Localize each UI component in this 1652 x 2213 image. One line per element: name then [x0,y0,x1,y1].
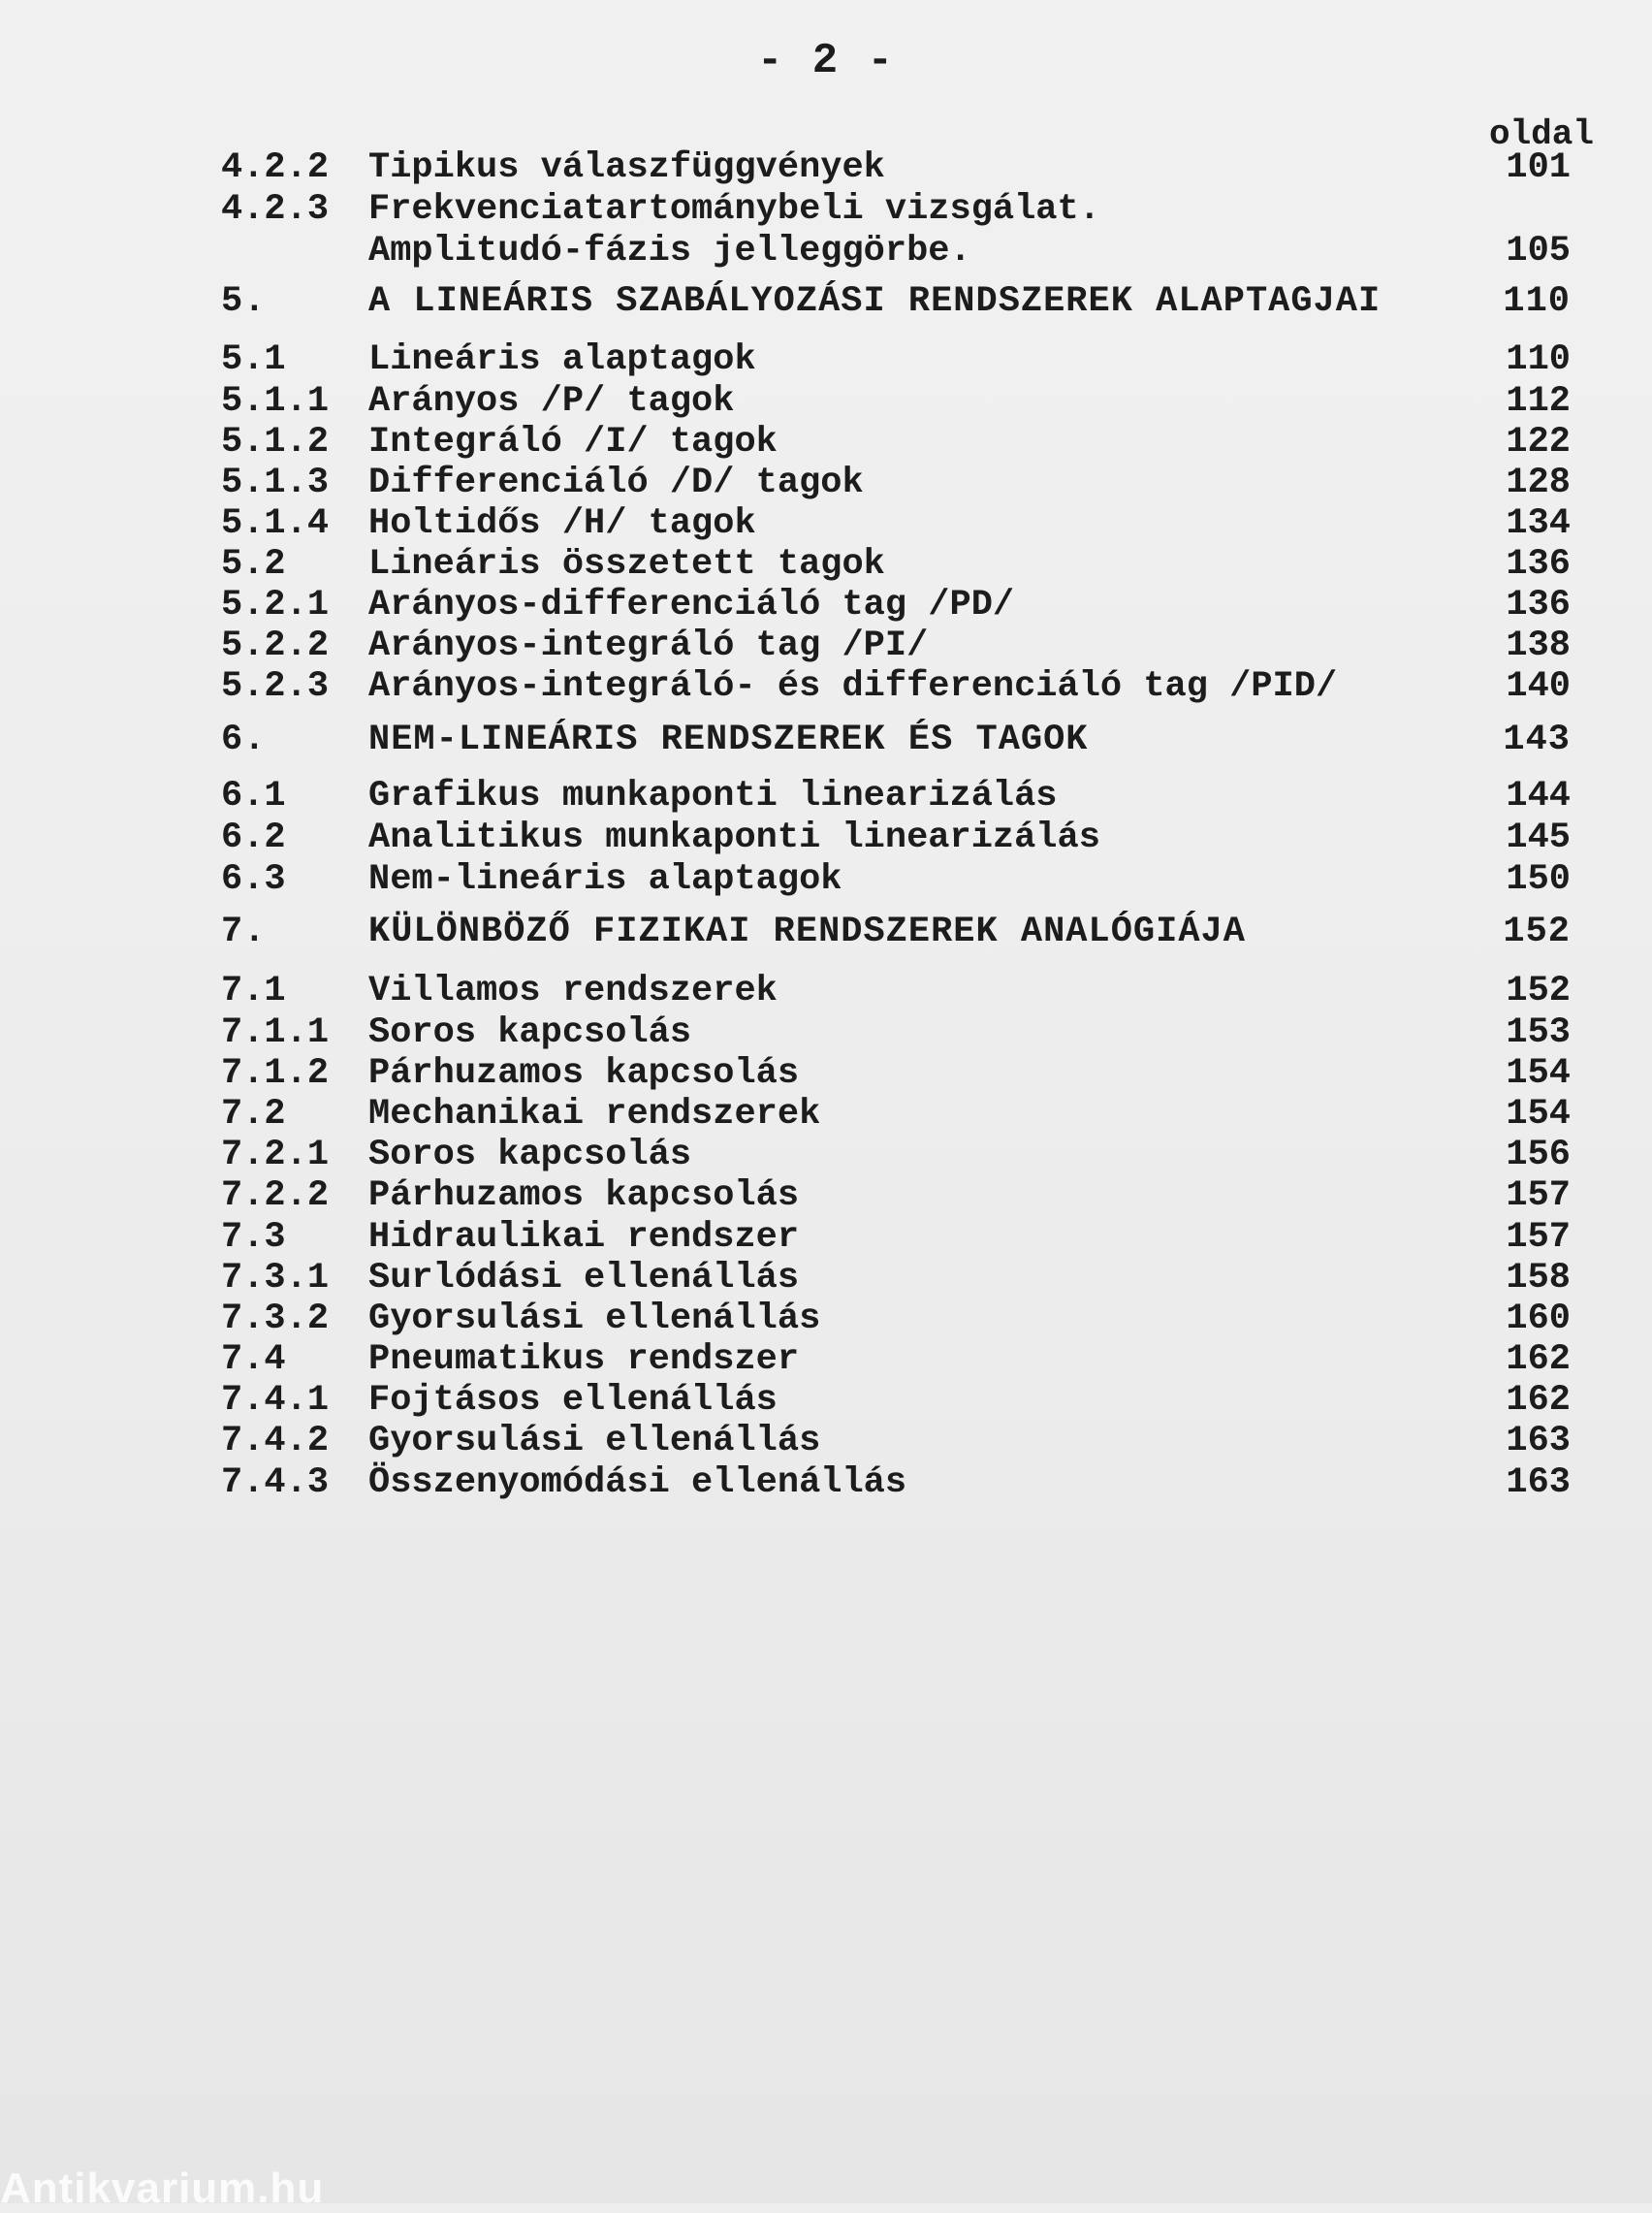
toc-entry [0,1462,1652,1515]
entry-title: Lineáris összetett tagok [368,544,885,585]
entry-title: Pneumatikus rendszer [368,1339,800,1380]
entry-page: 112 [1506,381,1571,422]
entry-title: Holtidős /H/ tagok [368,503,756,544]
entry-title: Differenciáló /D/ tagok [368,463,864,503]
entry-number: 5.2.2 [221,625,330,666]
entry-number: 5.1.1 [221,381,330,422]
entry-number: 7.3.1 [221,1258,330,1299]
entry-title: Párhuzamos kapcsolás [368,1053,800,1094]
entry-number: 7. [221,912,267,952]
entry-number: 7.1 [221,971,286,1011]
entry-number: 5.1.3 [221,463,330,503]
entry-page: 154 [1506,1094,1571,1135]
entry-title: A LINEÁRIS SZABÁLYOZÁSI RENDSZEREK ALAPTAGJAI [368,281,1382,322]
entry-title: Nem-lineáris alaptagok [368,859,842,900]
entry-title: Amplitudó-fázis jelleggörbe. [368,231,971,272]
entry-number: 5.1.4 [221,503,330,544]
entry-page: 128 [1506,463,1571,503]
entry-title: Lineáris alaptagok [368,339,756,380]
entry-number: 7.1.1 [221,1012,330,1053]
entry-page: 136 [1506,544,1571,585]
entry-page: 143 [1503,720,1571,760]
entry-title: Hidraulikai rendszer [368,1217,800,1258]
entry-number: 6.2 [221,818,286,858]
entry-title: Összenyomódási ellenállás [368,1462,907,1503]
entry-title: Integráló /I/ tagok [368,422,778,463]
entry-number: 6.1 [221,776,286,817]
watermark: Antikvarium.hu [0,2165,325,2212]
entry-number: 7.4.1 [221,1380,330,1421]
entry-page: 101 [1506,147,1571,188]
entry-number: 7.4.2 [221,1421,330,1461]
entry-page: 105 [1506,231,1571,272]
entry-number: 5.2.1 [221,585,330,625]
entry-title: Gyorsulási ellenállás [368,1299,821,1339]
entry-title: Arányos-integráló- és differenciáló tag /PID/ [368,666,1338,707]
entry-page: 162 [1506,1380,1571,1421]
entry-title: Párhuzamos kapcsolás [368,1175,800,1216]
entry-number: 7.3.2 [221,1299,330,1339]
entry-title: Soros kapcsolás [368,1012,692,1053]
entry-page: 160 [1506,1299,1571,1339]
entry-title: Frekvenciatartománybeli vizsgálat. [368,189,1100,230]
entry-page: 134 [1506,503,1571,544]
entry-number: 6. [221,720,267,760]
entry-page: 110 [1503,281,1571,322]
entry-title: KÜLÖNBÖZŐ FIZIKAI RENDSZEREK ANALÓGIÁJA [368,912,1246,952]
page-column-label: oldal [1488,114,1594,154]
entry-page: 144 [1506,776,1571,817]
entry-title: Arányos-differenciáló tag /PD/ [368,585,1015,625]
entry-number: 5.1.2 [221,422,330,463]
entry-title: Mechanikai rendszerek [368,1094,821,1135]
toc-entry [0,666,1652,719]
toc-entry [0,231,1652,283]
entry-number: 7.2.1 [221,1135,330,1175]
entry-number: 5.2.3 [221,666,330,707]
entry-page: 150 [1506,859,1571,900]
entry-page: 162 [1506,1339,1571,1380]
entry-title: NEM-LINEÁRIS RENDSZEREK ÉS TAGOK [368,720,1089,760]
entry-number: 6.3 [221,859,286,900]
entry-title: Analitikus munkaponti linearizálás [368,818,1100,858]
entry-title: Soros kapcsolás [368,1135,692,1175]
entry-number: 4.2.2 [221,147,330,188]
page-number: - 2 - [756,37,896,85]
entry-page: 163 [1506,1462,1571,1503]
entry-number: 7.4 [221,1339,286,1380]
entry-number: 7.2 [221,1094,286,1135]
entry-title: Fojtásos ellenállás [368,1380,778,1421]
entry-page: 157 [1506,1175,1571,1216]
toc-entry [0,859,1652,912]
entry-page: 157 [1506,1217,1571,1258]
entry-page: 136 [1506,585,1571,625]
entry-title: Arányos /P/ tagok [368,381,735,422]
entry-page: 153 [1506,1012,1571,1053]
entry-page: 138 [1506,625,1571,666]
toc-chapter [0,281,1652,334]
entry-page: 140 [1506,666,1571,707]
entry-number: 5.2 [221,544,286,585]
entry-title: Tipikus válaszfüggvények [368,147,885,188]
entry-page: 163 [1506,1421,1571,1461]
entry-number: 7.3 [221,1217,286,1258]
entry-number: 5. [221,281,267,322]
toc-chapter [0,720,1652,772]
entry-number: 5.1 [221,339,286,380]
entry-page: 154 [1506,1053,1571,1094]
entry-page: 156 [1506,1135,1571,1175]
entry-number: 7.1.2 [221,1053,330,1094]
entry-page: 110 [1506,339,1571,380]
entry-title: Grafikus munkaponti linearizálás [368,776,1058,817]
entry-page: 145 [1506,818,1571,858]
entry-title: Gyorsulási ellenállás [368,1421,821,1461]
entry-number: 7.2.2 [221,1175,330,1216]
entry-page: 152 [1503,912,1571,952]
entry-title: Arányos-integráló tag /PI/ [368,625,929,666]
entry-number: 7.4.3 [221,1462,330,1503]
toc-chapter [0,912,1652,964]
entry-title: Villamos rendszerek [368,971,778,1011]
entry-number: 4.2.3 [221,189,330,230]
entry-page: 152 [1506,971,1571,1011]
entry-title: Surlódási ellenállás [368,1258,800,1299]
entry-page: 158 [1506,1258,1571,1299]
entry-page: 122 [1506,422,1571,463]
